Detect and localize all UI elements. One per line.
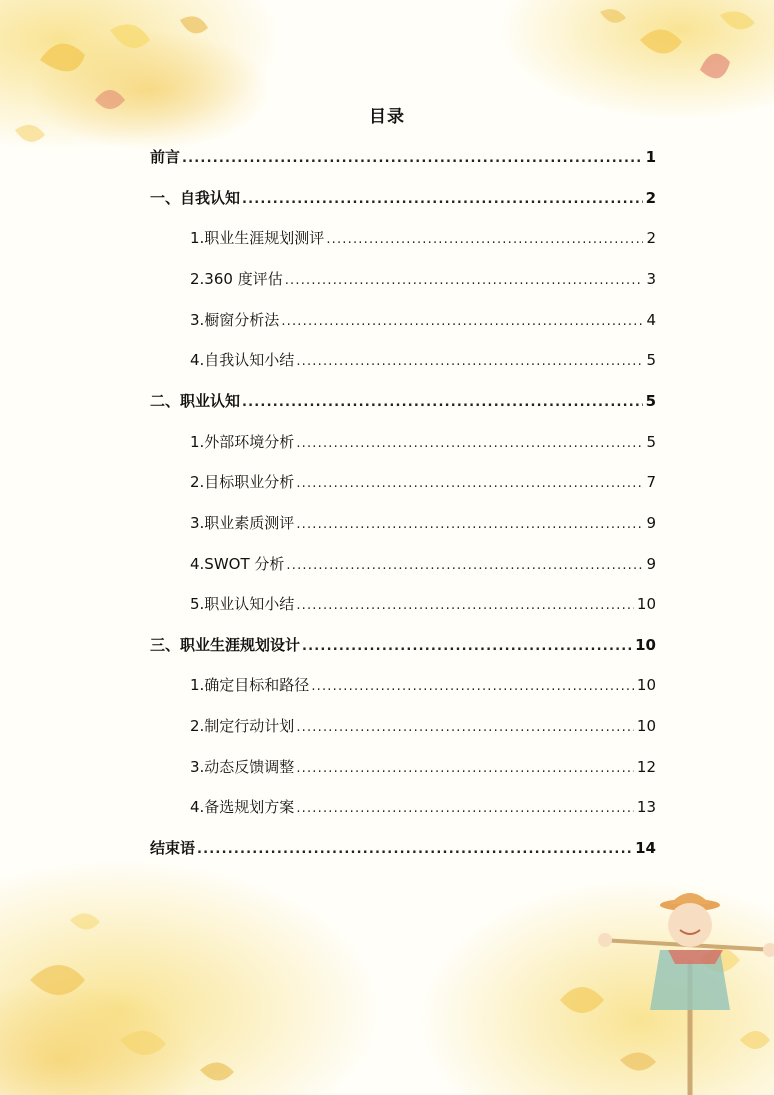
toc-entry[interactable] bbox=[190, 511, 656, 535]
toc-entry[interactable] bbox=[190, 430, 656, 454]
toc-page-number: 3 bbox=[646, 269, 656, 288]
toc-dot-leader bbox=[286, 554, 643, 578]
toc-entry[interactable] bbox=[190, 673, 656, 697]
toc-entry-label: 1.外部环境分析 bbox=[190, 432, 295, 451]
page-title: 目录 bbox=[369, 107, 405, 127]
toc-entry-label: 前言 bbox=[150, 148, 181, 166]
toc-dot-leader bbox=[281, 310, 643, 334]
toc-entry-label: 三、职业生涯规划设计 bbox=[150, 635, 301, 654]
toc-page-number: 2 bbox=[645, 188, 656, 207]
toc-entry[interactable] bbox=[150, 186, 656, 210]
toc-entry[interactable] bbox=[150, 633, 656, 657]
toc-entry[interactable] bbox=[190, 348, 656, 372]
toc-dot-leader bbox=[242, 188, 643, 212]
toc-dot-leader bbox=[296, 472, 643, 496]
toc-page-number: 12 bbox=[636, 757, 656, 776]
toc-page-number: 13 bbox=[636, 798, 656, 817]
toc-page-number: 5 bbox=[646, 351, 656, 370]
toc-entry[interactable] bbox=[190, 267, 656, 291]
toc-page-number: 10 bbox=[636, 676, 656, 695]
toc-entry[interactable] bbox=[150, 389, 656, 413]
toc-entry-label: 5.职业认知小结 bbox=[190, 595, 295, 614]
toc-page-number: 7 bbox=[646, 473, 656, 492]
toc-entry[interactable] bbox=[190, 226, 656, 250]
toc-page-number: 9 bbox=[646, 554, 656, 573]
toc-entry-label: 结束语 bbox=[150, 839, 196, 858]
toc-page-number: 14 bbox=[635, 839, 656, 858]
toc-entry-label: 4.自我认知小结 bbox=[190, 351, 295, 370]
toc-dot-leader bbox=[296, 594, 634, 618]
toc-entry-label: 4.备选规划方案 bbox=[190, 798, 295, 817]
toc-dot-leader bbox=[296, 757, 634, 781]
toc-entry-label: 1.职业生涯规划测评 bbox=[190, 229, 325, 248]
toc-dot-leader bbox=[296, 797, 634, 821]
toc-dot-leader bbox=[326, 228, 643, 252]
toc-entry-label: 3.职业素质测评 bbox=[190, 513, 295, 532]
toc-page-number: 9 bbox=[646, 513, 656, 532]
toc-page-number: 4 bbox=[646, 310, 656, 329]
toc-entry-label: 2.目标职业分析 bbox=[190, 473, 295, 492]
toc-entry[interactable] bbox=[190, 552, 656, 576]
toc-dot-leader bbox=[296, 513, 643, 537]
toc-entry[interactable] bbox=[190, 755, 656, 779]
toc-entry-label: 3.动态反馈调整 bbox=[190, 757, 295, 776]
toc-page-number: 5 bbox=[645, 391, 656, 410]
toc-entry-label: 3.橱窗分析法 bbox=[190, 310, 280, 329]
toc-entry-label: 二、职业认知 bbox=[150, 391, 241, 410]
toc-entry[interactable] bbox=[150, 836, 656, 860]
toc-dot-leader bbox=[197, 838, 632, 862]
toc-entry[interactable] bbox=[190, 308, 656, 332]
toc-page-number: 10 bbox=[635, 635, 656, 654]
toc-entry-label: 1.确定目标和路径 bbox=[190, 676, 310, 695]
toc-page-number: 2 bbox=[646, 229, 656, 248]
toc-dot-leader bbox=[311, 675, 634, 699]
toc-entry[interactable] bbox=[190, 470, 656, 494]
toc-entry-label: 一、自我认知 bbox=[150, 188, 241, 207]
toc-dot-leader bbox=[296, 716, 634, 740]
toc-page-number: 1 bbox=[645, 148, 656, 166]
toc-entry[interactable] bbox=[190, 592, 656, 616]
toc-dot-leader bbox=[302, 635, 632, 659]
toc-dot-leader bbox=[296, 350, 643, 374]
toc-page-number: 10 bbox=[636, 595, 656, 614]
toc-page-number: 5 bbox=[646, 432, 656, 451]
toc-dot-leader bbox=[296, 432, 643, 456]
toc-entry-label: 4.SWOT 分析 bbox=[190, 554, 285, 573]
toc-page-number: 10 bbox=[636, 717, 656, 736]
toc-entry-label: 2.制定行动计划 bbox=[190, 717, 295, 736]
toc-entry[interactable] bbox=[150, 145, 656, 169]
toc-entry-label: 2.360 度评估 bbox=[190, 269, 283, 288]
toc-entry[interactable] bbox=[190, 714, 656, 738]
toc-entry[interactable] bbox=[190, 795, 656, 819]
toc-dot-leader bbox=[242, 391, 643, 415]
toc-dot-leader bbox=[182, 147, 643, 171]
toc-dot-leader bbox=[285, 269, 644, 293]
